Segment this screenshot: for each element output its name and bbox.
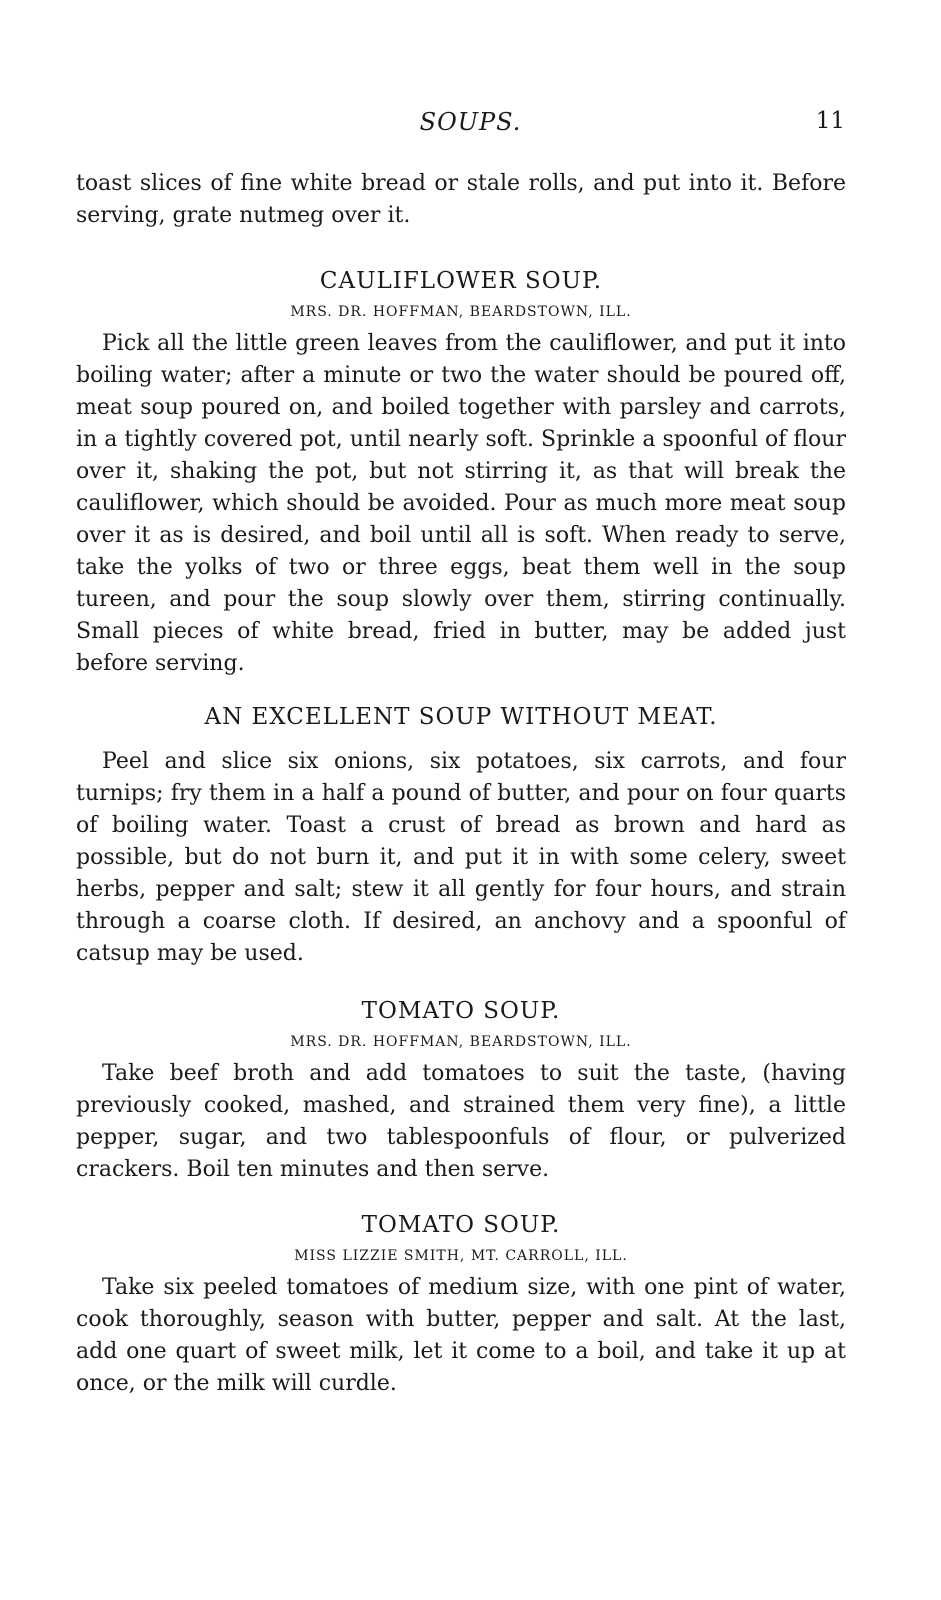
- recipe-tomato-soup-hoffman: [76, 996, 846, 1186]
- recipe-title: TOMATO SOUP.: [361, 1212, 561, 1238]
- page-number: 11: [815, 108, 845, 134]
- recipe-text: Peel and slice six onions, six potatoes, six carrots, and four turnips; fry them in a half a pound of butter, and pour on four quarts of boiling water. Toast a crust of bread as brown and hard as possible, but do not burn it, and put it in with some celery, sweet herbs, pepper and salt; stew it all gently for four hours, and strain through a coarse cloth. If desired, an anchovy and a spoonful of catsup may be used.: [76, 749, 846, 966]
- recipe-title: AN EXCELLENT SOUP WITHOUT MEAT.: [204, 704, 718, 730]
- recipe-title: CAULIFLOWER SOUP.: [319, 268, 603, 294]
- recipe-text: Take six peeled tomatoes of medium size, with one pint of water, cook thoroughly, season with butter, pepper and salt. At the last, add one quart of sweet milk, let it come to a boil, and take it up at once, or the milk will curdle.: [76, 1275, 846, 1396]
- recipe-soup-without-meat: [76, 702, 846, 970]
- recipe-tomato-soup-smith: [76, 1210, 846, 1400]
- running-title: SOUPS.: [419, 108, 522, 136]
- page-body: [76, 168, 846, 1400]
- recipe-title: TOMATO SOUP.: [361, 998, 561, 1024]
- continuation-paragraph: toast slices of fine white bread or stale rolls, and put into it. Before serving, grate nutmeg over it.: [76, 171, 846, 228]
- recipe-text: Pick all the little green leaves from the cauliflower, and put it into boiling water; after a minute or two the water should be poured off, meat soup poured on, and boiled together with parsley and carrots, in a tightly covered pot, until nearly soft. Sprinkle a spoonful of flour over it, shaking the pot, but not stirring it, as that will break the cauliflower, which should be avoided. Pour as much more meat soup over it as is desired, and boil until all is soft. When ready to serve, take the yolks of two or three eggs, beat them well in the soup tureen, and pour the soup slowly over them, stirring continually. Small pieces of white bread, fried in butter, may be added just before serving.: [76, 331, 846, 676]
- recipe-attribution: MRS. DR. HOFFMAN, BEARDSTOWN, ILL.: [290, 1034, 632, 1050]
- recipe-cauliflower-soup: [76, 266, 846, 680]
- recipe-text: Take beef broth and add tomatoes to suit the taste, (having previously cooked, mashed, and strained them very fine), a little pepper, sugar, and two tablespoonfuls of flour, or pulverized crackers. Boil ten minutes and then serve.: [76, 1061, 846, 1182]
- page-header: [0, 108, 941, 138]
- recipe-attribution: MISS LIZZIE SMITH, MT. CARROLL, ILL.: [294, 1248, 628, 1264]
- recipe-attribution: MRS. DR. HOFFMAN, BEARDSTOWN, ILL.: [290, 304, 632, 320]
